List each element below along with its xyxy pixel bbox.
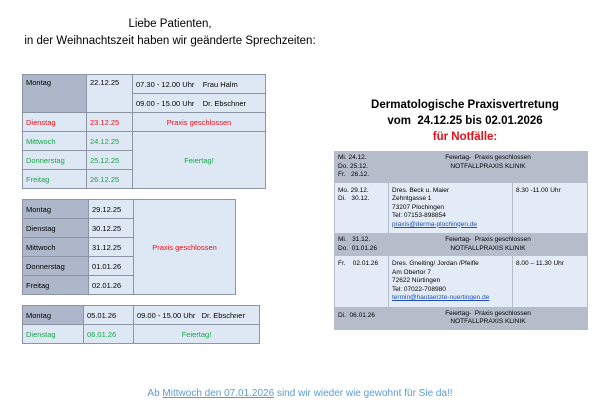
table-row xyxy=(23,75,266,94)
table-row xyxy=(335,182,588,234)
day-cell: Montag xyxy=(23,75,87,113)
hours-cell: 8.30 -11.00 Uhr xyxy=(513,182,588,234)
date-cell: 31.12.25 xyxy=(89,238,134,257)
date-cell: 05.01.26 xyxy=(84,306,134,325)
status-line: Feiertag- Praxis geschlossen xyxy=(445,236,531,243)
greeting xyxy=(0,16,340,50)
day-cell: Mittwoch xyxy=(23,238,89,257)
phone: Tel: 07022-708980 xyxy=(392,285,446,293)
date-cell: 06.01.26 xyxy=(84,325,134,344)
email-link[interactable]: praxis@derma-plochingen.de xyxy=(392,220,478,228)
date-line: Di. 06.01.26 xyxy=(338,311,375,319)
day-cell: Freitag xyxy=(23,276,89,295)
date-cell: 23.12.25 xyxy=(87,113,133,132)
city: 73207 Plochingen xyxy=(392,203,445,211)
status-cell: Praxis geschlossen xyxy=(133,113,266,132)
day-cell: Dienstag xyxy=(23,113,87,132)
table-row xyxy=(23,200,236,219)
day-cell: Freitag xyxy=(23,170,87,189)
date-line: Mi. 24.12. xyxy=(338,154,367,161)
address-cell xyxy=(389,256,513,308)
day-cell: Dienstag xyxy=(23,219,89,238)
date-cell: 29.12.25 xyxy=(89,200,134,219)
table-row xyxy=(335,256,588,308)
date-cell: 26.12.25 xyxy=(87,170,133,189)
date-cell xyxy=(335,182,389,234)
date-cell: 25.12.25 xyxy=(87,151,133,170)
vertretung-title xyxy=(330,97,600,145)
day-cell: Mittwoch xyxy=(23,132,87,151)
day-cell: Montag xyxy=(23,306,84,325)
status-cell: Feiertag! xyxy=(134,325,260,344)
table-row xyxy=(23,306,260,325)
status-cell: Feiertag! xyxy=(133,132,266,189)
vertretung-title-line-1: Dermatologische Praxisvertretung xyxy=(371,99,559,111)
date-line: Do. 25.12. xyxy=(338,162,368,170)
day-cell: Montag xyxy=(23,200,89,219)
hours-cell: 09.00 - 15.00 Uhr Dr. Ebschner xyxy=(134,306,260,325)
day-cell: Donnerstag xyxy=(23,257,89,276)
table-row xyxy=(23,325,260,344)
table-row xyxy=(23,132,266,151)
address-cell xyxy=(389,182,513,234)
greeting-line-2: in der Weihnachtszeit haben wir geänderte Sprechzeiten: xyxy=(24,35,316,47)
date-line: Di. 30.12. xyxy=(338,195,370,202)
street: Am Obertor 7 xyxy=(392,268,432,276)
status-line: Feiertag- Praxis geschlossen xyxy=(445,154,531,161)
notfall-line: NOTFALLPRAXIS KLINIK xyxy=(450,318,526,325)
date-cell: 01.01.26 xyxy=(89,257,134,276)
date-cell xyxy=(335,152,389,183)
notfall-line: NOTFALLPRAXIS KLINIK xyxy=(450,162,526,170)
status-cell xyxy=(389,152,588,183)
date-cell xyxy=(335,307,389,329)
date-cell xyxy=(335,256,389,308)
status-cell: Praxis geschlossen xyxy=(134,200,236,295)
reopening-notice xyxy=(0,388,600,399)
vertretung-title-line-3: für Notfälle: xyxy=(432,131,498,143)
day-cell: Dienstag xyxy=(23,325,84,344)
table-row xyxy=(335,152,588,183)
greeting-line-1: Liebe Patienten, xyxy=(128,18,212,30)
date-line: Fr. 26.12. xyxy=(338,171,370,178)
email-link[interactable]: termin@hautaerzte-nuertingen.de xyxy=(392,294,490,301)
vertretung-table xyxy=(334,151,588,330)
table-row xyxy=(335,234,588,256)
date-cell xyxy=(335,234,389,256)
date-cell: 30.12.25 xyxy=(89,219,134,238)
schedule-table-week3 xyxy=(22,305,260,344)
footer-text: Ab xyxy=(147,388,163,399)
practice-name: Dres. Gneiting/ Jordan /Pfeifle xyxy=(392,260,479,267)
city: 72622 Nürtingen xyxy=(392,277,441,284)
date-line: Do. 01.01.26 xyxy=(338,244,378,252)
hours-cell: 09.00 - 15.00 Uhr Dr. Ebschner xyxy=(133,94,266,113)
schedule-table-week1 xyxy=(22,74,266,189)
table-row xyxy=(23,113,266,132)
hours-cell: 07.30 - 12.00 Uhr Frau Halm xyxy=(133,75,266,94)
date-cell: 02.01.26 xyxy=(89,276,134,295)
practice-name: Dres. Beck u. Maier xyxy=(392,186,450,194)
reopening-date: Mittwoch den 07.01.2026 xyxy=(162,388,275,399)
vertretung-title-line-2: vom 24.12.25 bis 02.01.2026 xyxy=(387,115,543,127)
schedule-table-week2 xyxy=(22,199,236,295)
hours-cell: 8.00 – 11.30 Uhr xyxy=(513,256,588,308)
status-cell xyxy=(389,307,588,329)
date-line: Fr. 02.01.26 xyxy=(338,260,379,267)
date-cell: 22.12.25 xyxy=(87,75,133,113)
date-cell: 24.12.25 xyxy=(87,132,133,151)
date-line: Mi. 31.12. xyxy=(338,236,371,243)
footer-text: sind wir wieder wie gewohnt für Sie da!! xyxy=(274,388,453,399)
date-line: Mo. 29.12. xyxy=(338,186,369,194)
street: Zehntgasse 1 xyxy=(392,195,432,202)
status-cell xyxy=(389,234,588,256)
phone: Tel: 07153-898854 xyxy=(392,212,446,219)
status-line: Feiertag- Praxis geschlossen xyxy=(445,309,531,317)
day-cell: Donnerstag xyxy=(23,151,87,170)
table-row xyxy=(335,307,588,329)
notfall-line: NOTFALLPRAXIS KLINIK xyxy=(450,244,526,252)
